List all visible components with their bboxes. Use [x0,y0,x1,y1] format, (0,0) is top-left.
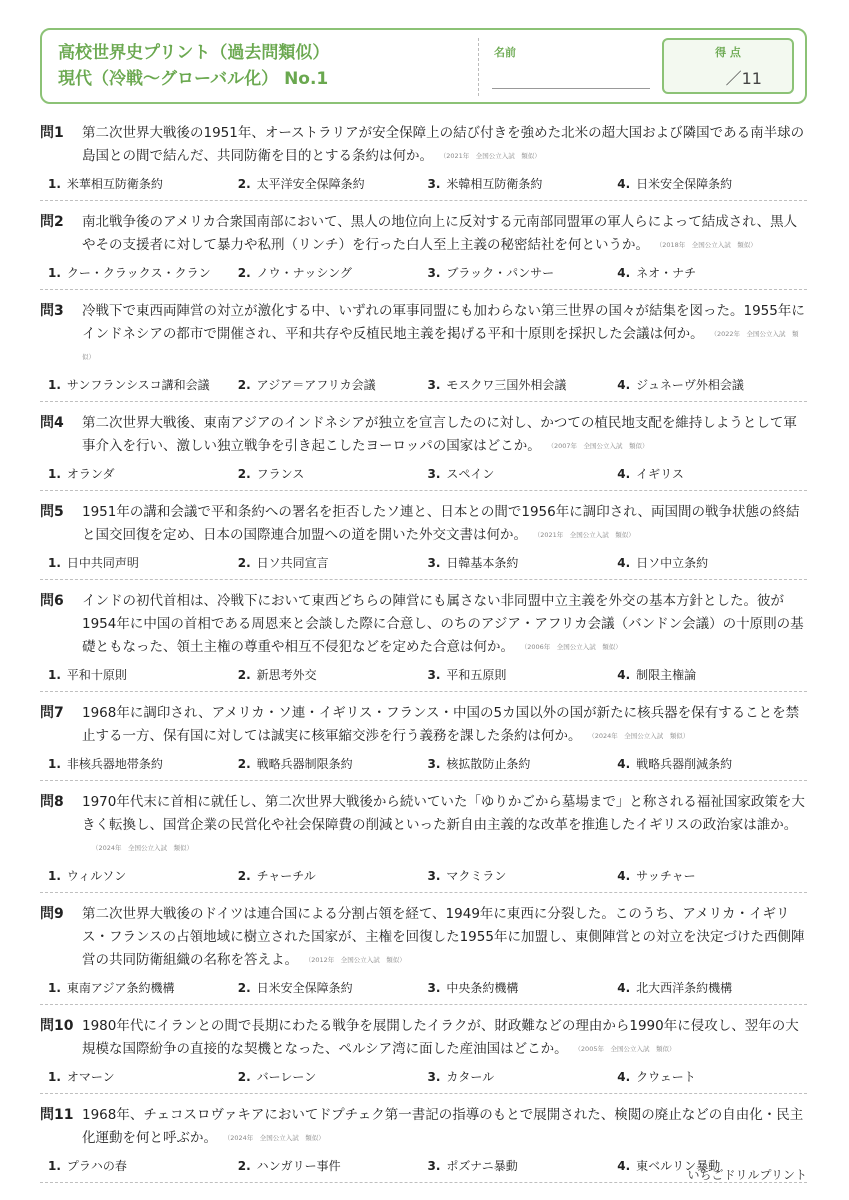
choice-number: 4. [617,378,631,392]
question-text [82,903,807,972]
choice-option[interactable] [238,867,428,885]
choice-option[interactable] [617,264,807,282]
choice-option[interactable] [617,465,807,483]
choice-label: ウィルソン [66,869,127,883]
question-text [82,791,807,860]
question-source: （2005年 全国公立入試 類似） [577,1045,676,1053]
question-text [82,590,807,659]
choice-option[interactable] [617,1068,807,1086]
choice-label: 日米安全保障条約 [636,177,733,191]
choice-label: アジア＝アフリカ会議 [256,378,376,392]
choice-option[interactable] [428,1157,618,1175]
question-body: 1968年に調印され、アメリカ・ソ連・イギリス・フランス・中国の5カ国以外の国が新たに核兵器を保有することを禁止する一方、保有国に対しては誠実に核軍縮交渉を行う義務を課した条約は何か。 [82,705,800,744]
score-box [662,38,794,94]
choice-option[interactable] [48,175,238,193]
choice-number: 3. [427,668,441,682]
choice-option[interactable] [48,1157,238,1175]
question-item [40,211,807,290]
choice-list [40,666,807,684]
choice-label: 日米安全保障条約 [256,981,353,995]
choice-label: 北大西洋条約機構 [636,981,733,995]
question-source: （2024年 全国公立入試 類似） [591,732,690,740]
choice-option[interactable] [428,175,618,193]
choice-option[interactable] [48,867,238,885]
question-item [40,590,807,692]
choice-option[interactable] [428,1068,618,1086]
choice-number: 4. [617,869,631,883]
question-source: （2022年 全国公立入試 類似） [82,330,799,361]
choice-option[interactable] [238,264,428,282]
choice-label: 新思考外交 [256,668,317,682]
question-row [40,1015,807,1061]
question-row [40,211,807,257]
score-label: 得 点 [715,46,741,59]
choice-number: 4. [617,556,631,570]
worksheet-subtitle: 現代（冷戦〜グローバル化） No.1 [58,69,329,89]
choice-list [40,175,807,193]
choice-number: 2. [237,981,251,995]
choice-label: マクミラン [446,869,507,883]
question-body: インドの初代首相は、冷戦下において東西どちらの陣営にも属さない非同盟中立主義を外交の基本方針とした。彼が1954年に中国の首相である周恩来と会談した際に合意し、のちのアジア・アフリカ会議（バンドン会議）の十原則の基礎ともなった、領土主権の尊重や相互不侵犯などを定めた合意は何か。 [82,593,804,655]
choice-label: クウェート [636,1070,696,1084]
choice-option[interactable] [428,867,618,885]
choice-number: 4. [617,266,631,280]
choice-number: 1. [48,1159,61,1173]
choice-label: 太平洋安全保障条約 [256,177,365,191]
choice-option[interactable] [617,666,807,684]
choice-list [40,376,807,394]
choice-label: 平和五原則 [446,668,507,682]
choice-list [40,554,807,572]
choice-label: 中央条約機構 [446,981,519,995]
choice-option[interactable] [238,755,428,773]
question-text [82,122,807,168]
choice-option[interactable] [428,554,618,572]
choice-option[interactable] [48,755,238,773]
question-row [40,412,807,458]
choice-label: 制限主権論 [636,668,697,682]
choice-option[interactable] [238,979,428,997]
choice-label: イギリス [636,467,684,481]
choice-list [40,264,807,282]
choice-option[interactable] [617,376,807,394]
question-text [82,1104,807,1150]
choice-option[interactable] [617,979,807,997]
choice-option[interactable] [238,175,428,193]
choice-label: 平和十原則 [66,668,127,682]
choice-number: 4. [617,1070,631,1084]
question-text [82,412,807,458]
worksheet-title: 高校世界史プリント（過去問類似） [58,43,330,63]
question-item [40,122,807,201]
question-item [40,1015,807,1094]
choice-number: 4. [617,177,631,191]
choice-number: 2. [237,668,251,682]
question-row [40,122,807,168]
choice-number: 3. [427,556,441,570]
question-body: 第二次世界大戦後、東南アジアのインドネシアが独立を宣言したのに対し、かつての植民地支配を維持しようとして軍事介入を行い、激しい独立戦争を引き起こしたヨーロッパの国家はどこか。 [82,415,797,454]
choice-number: 4. [617,668,631,682]
question-row [40,501,807,547]
question-number: 問3 [40,303,64,319]
name-field-line[interactable] [492,88,650,89]
choice-list [40,465,807,483]
choice-number: 1. [48,556,61,570]
choice-number: 4. [617,467,631,481]
choice-option[interactable] [48,465,238,483]
choice-label: オランダ [66,467,115,481]
choice-option[interactable] [48,376,238,394]
question-number: 問7 [40,705,64,721]
choice-option[interactable] [617,755,807,773]
question-number: 問10 [40,1018,74,1034]
choice-label: スペイン [446,467,495,481]
choice-label: オマーン [66,1070,115,1084]
choice-label: 米韓相互防衛条約 [446,177,543,191]
choice-label: ブラック・パンサー [446,266,555,280]
question-text [82,1015,807,1061]
question-number: 問11 [40,1107,74,1123]
choice-number: 2. [237,869,251,883]
choice-number: 1. [48,378,61,392]
choice-option[interactable] [617,175,807,193]
choice-label: 東ベルリン暴動 [636,1159,721,1173]
choice-option[interactable] [238,666,428,684]
choice-label: ハンガリー事件 [256,1159,341,1173]
choice-number: 3. [427,757,441,771]
choice-number: 1. [48,668,61,682]
question-item [40,791,807,893]
question-number: 問1 [40,125,64,141]
question-number: 問2 [40,214,64,230]
choice-number: 2. [237,1159,251,1173]
question-body: 第二次世界大戦後のドイツは連合国による分割占領を経て、1949年に東西に分裂した。このうち、アメリカ・イギリス・フランスの占領地域に樹立された国家が、主権を回復した1955年に加盟し、東側陣営との対立を決定づけた西側陣営の共同防衛組織の名称を答えよ。 [82,906,805,968]
choice-option[interactable] [48,1068,238,1086]
question-number: 問8 [40,794,64,810]
choice-label: ネオ・ナチ [636,266,697,280]
choice-option[interactable] [428,376,618,394]
choice-option[interactable] [238,465,428,483]
choice-list [40,1068,807,1086]
question-body: 1951年の講和会議で平和条約への署名を拒否したソ連と、日本との間で1956年に調印され、両国間の戦争状態の終結と国交回復を定め、日本の国際連合加盟への道を開いた外交文書は何か。 [82,504,800,543]
question-row [40,300,807,369]
choice-option[interactable] [48,554,238,572]
choice-number: 4. [617,981,631,995]
score-value: ／11 [725,69,762,88]
choice-label: プラハの春 [66,1159,127,1173]
choice-number: 3. [427,378,441,392]
choice-label: ノウ・ナッシング [256,266,352,280]
choice-number: 2. [237,467,251,481]
choice-number: 2. [237,556,251,570]
choice-option[interactable] [48,264,238,282]
choice-option[interactable] [617,554,807,572]
choice-option[interactable] [238,1068,428,1086]
choice-number: 3. [427,1070,441,1084]
title-block [58,40,329,92]
choice-label: バーレーン [256,1070,317,1084]
question-body: 1968年、チェコスロヴァキアにおいてドプチェク第一書記の指導のもとで展開された、検閲の廃止などの自由化・民主化運動を何と呼ぶか。 [82,1107,804,1146]
choice-number: 1. [48,981,61,995]
question-text [82,211,807,257]
question-row [40,590,807,659]
choice-number: 3. [427,1159,441,1173]
choice-list [40,979,807,997]
choice-option[interactable] [48,979,238,997]
question-item [40,501,807,580]
choice-label: チャーチル [256,869,316,883]
choice-label: ジュネーヴ外相会議 [636,378,744,392]
choice-number: 3. [427,869,441,883]
choice-label: フランス [256,467,305,481]
question-item [40,300,807,402]
choice-label: 非核兵器地帯条約 [66,757,163,771]
choice-label: 日ソ中立条約 [636,556,709,570]
question-body: 南北戦争後のアメリカ合衆国南部において、黒人の地位向上に反対する元南部同盟軍の軍人らによって結成され、黒人やその支援者に対して暴力や私刑（リンチ）を行った白人至上主義の秘密結社を何というか。 [82,214,798,253]
choice-list [40,755,807,773]
choice-number: 1. [48,266,61,280]
choice-number: 4. [617,757,631,771]
choice-label: 東南アジア条約機構 [66,981,175,995]
question-item [40,702,807,781]
choice-number: 2. [237,378,251,392]
choice-number: 1. [48,757,61,771]
question-row [40,702,807,748]
choice-number: 3. [427,467,441,481]
question-source: （2024年 全国公立入試 類似） [227,1134,325,1142]
choice-label: 日中共同声明 [66,556,139,570]
choice-option[interactable] [238,554,428,572]
question-source: （2007年 全国公立入試 類似） [550,442,649,450]
question-source: （2006年 全国公立入試 類似） [524,643,622,651]
choice-number: 1. [48,177,61,191]
name-label: 名前 [494,46,516,59]
worksheet-header [40,28,807,104]
question-source: （2024年 全国公立入試 類似） [92,844,194,852]
choice-label: 核拡散防止条約 [446,757,531,771]
header-divider [478,38,479,96]
question-body: 1970年代末に首相に就任し、第二次世界大戦後から続いていた「ゆりかごから墓場まで」と称される福祉国家政策を大きく転換し、国営企業の民営化や社会保障費の削減といった新自由主義的な改革を推進したイギリスの政治家は誰か。 [82,794,805,833]
question-text [82,300,807,369]
question-source: （2021年 全国公立入試 類似） [443,152,541,160]
choice-number: 3. [427,266,441,280]
question-source: （2021年 全国公立入試 類似） [536,531,635,539]
choice-label: ポズナニ暴動 [446,1159,518,1173]
choice-number: 2. [237,757,251,771]
question-body: 1980年代にイランとの間で長期にわたる戦争を展開したイラクが、財政難などの理由から1990年に侵攻し、翌年の大規模な国際紛争の直接的な契機となった、ペルシア湾に面した産油国はどこか。 [82,1018,799,1057]
choice-list [40,867,807,885]
choice-label: サッチャー [636,869,696,883]
question-number: 問9 [40,906,64,922]
choice-number: 3. [427,981,441,995]
question-source: （2018年 全国公立入試 類似） [659,241,757,249]
question-item [40,903,807,1005]
footer-brand: いちごドリルプリント [687,1168,807,1182]
choice-option[interactable] [48,666,238,684]
choice-number: 2. [237,1070,251,1084]
choice-label: クー・クラックス・クラン [66,266,211,280]
question-body: 冷戦下で東西両陣営の対立が激化する中、いずれの軍事同盟にも加わらない第三世界の国々が結集を図った。1955年にインドネシアの都市で開催され、平和共存や反植民地主義を掲げる平和十原則を採択した会議は何か。 [82,303,805,342]
question-row [40,791,807,860]
choice-number: 4. [617,1159,631,1173]
question-item [40,412,807,491]
choice-option[interactable] [238,376,428,394]
choice-label: 戦略兵器制限条約 [256,757,353,771]
choice-option[interactable] [428,666,618,684]
question-text [82,501,807,547]
choice-number: 1. [48,869,61,883]
question-number: 問6 [40,593,64,609]
question-source: （2012年 全国公立入試 類似） [308,956,406,964]
choice-label: 日ソ共同宣言 [256,556,329,570]
choice-label: カタール [446,1070,495,1084]
choice-label: サンフランシスコ講和会議 [66,378,210,392]
choice-option[interactable] [428,264,618,282]
choice-number: 1. [48,467,61,481]
question-number: 問5 [40,504,64,520]
question-text [82,702,807,748]
choice-option[interactable] [428,755,618,773]
question-body: 第二次世界大戦後の1951年、オーストラリアが安全保障上の結び付きを強めた北米の超大国および隣国である南半球の島国との間で結んだ、共同防衛を目的とする条約は何か。 [82,125,805,164]
choice-number: 2. [237,177,251,191]
choice-option[interactable] [428,465,618,483]
question-list [40,122,807,1193]
question-row [40,1104,807,1150]
choice-number: 3. [427,177,441,191]
choice-option[interactable] [617,867,807,885]
choice-number: 1. [48,1070,61,1084]
choice-label: モスクワ三国外相会議 [446,378,567,392]
choice-option[interactable] [238,1157,428,1175]
choice-label: 日韓基本条約 [446,556,519,570]
choice-label: 戦略兵器削減条約 [636,757,733,771]
choice-label: 米華相互防衛条約 [66,177,163,191]
question-number: 問4 [40,415,64,431]
question-row [40,903,807,972]
choice-option[interactable] [428,979,618,997]
choice-number: 2. [237,266,251,280]
